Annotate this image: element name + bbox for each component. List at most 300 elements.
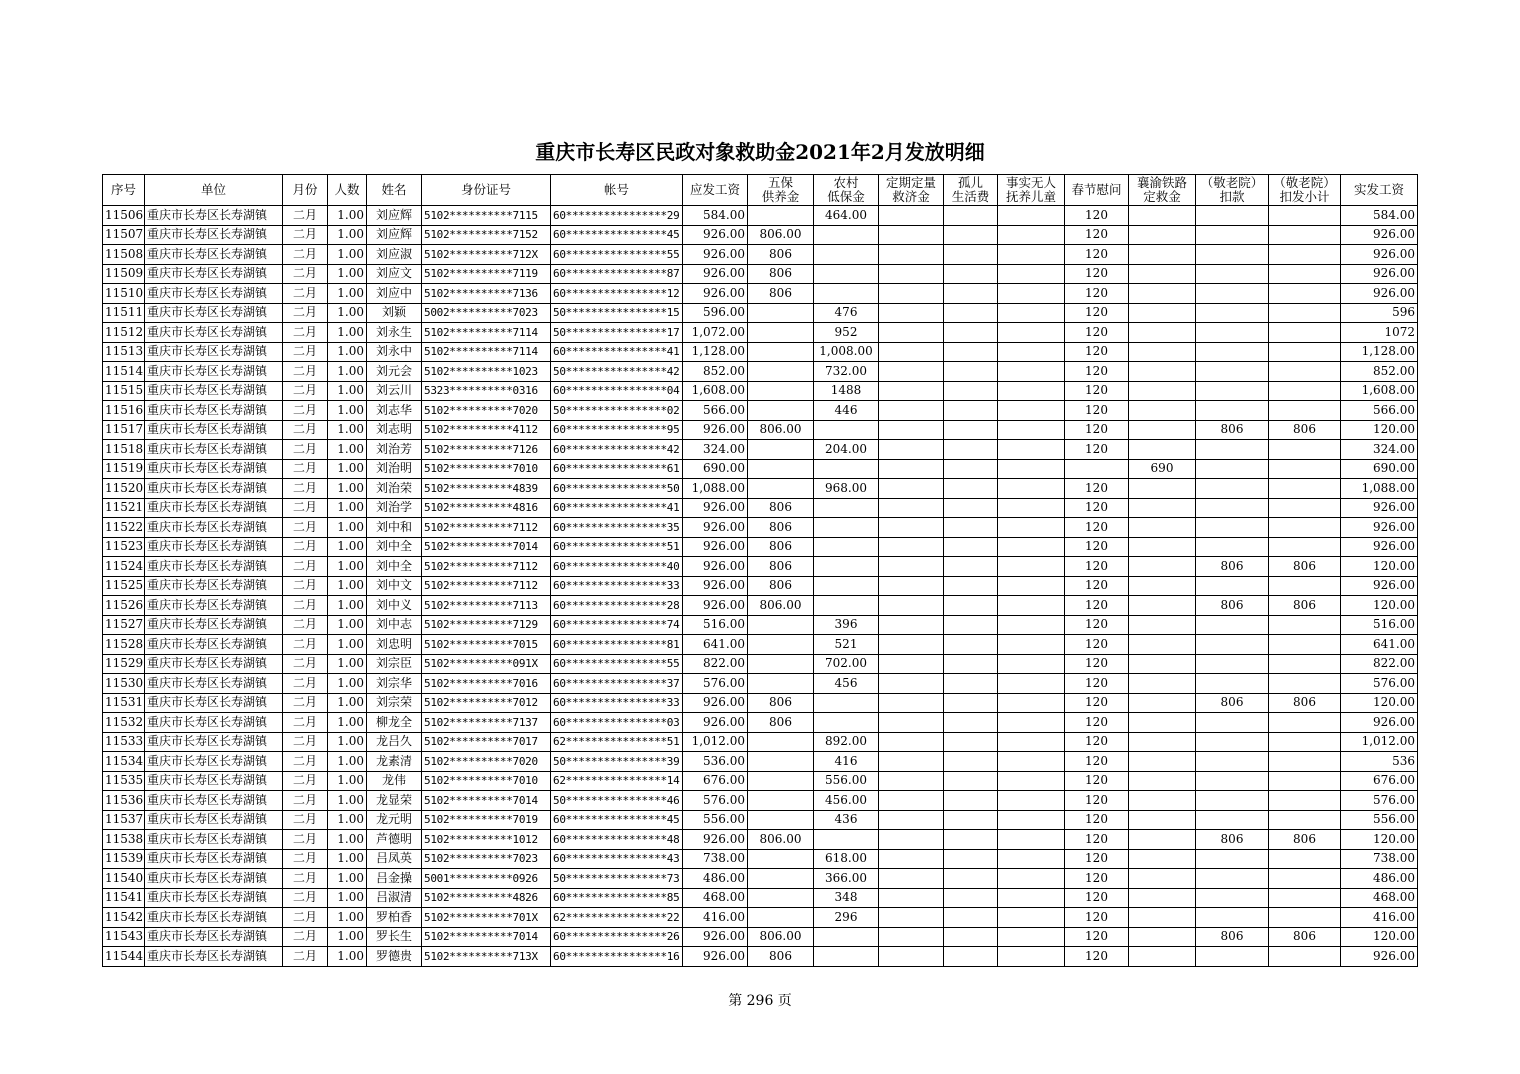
table-cell: 60****************28	[551, 596, 683, 616]
table-cell	[944, 498, 998, 518]
table-cell	[1129, 303, 1196, 323]
table-cell: 重庆市长寿区长寿湖镇	[145, 537, 283, 557]
table-cell: 806	[1196, 927, 1269, 947]
table-cell: 60****************55	[551, 245, 683, 265]
table-cell	[879, 752, 944, 772]
table-cell	[1269, 713, 1341, 733]
table-cell	[1129, 518, 1196, 538]
table-row	[103, 732, 1418, 752]
table-cell	[1269, 576, 1341, 596]
table-row	[103, 849, 1418, 869]
table-row	[103, 830, 1418, 850]
table-cell: 1,128.00	[683, 342, 748, 362]
table-cell: 806.00	[748, 830, 814, 850]
table-cell	[1129, 342, 1196, 362]
table-cell: 吕凤英	[367, 849, 422, 869]
table-cell: 5102**********7015	[422, 635, 551, 655]
table-cell: 二月	[283, 362, 328, 382]
table-cell: 436	[814, 810, 879, 830]
table-cell	[1269, 303, 1341, 323]
table-cell	[1129, 576, 1196, 596]
table-cell	[944, 752, 998, 772]
table-cell	[1196, 206, 1269, 226]
table-cell: 60****************87	[551, 264, 683, 284]
table-cell: 11521	[103, 498, 145, 518]
table-cell	[879, 362, 944, 382]
table-cell	[1129, 908, 1196, 928]
table-cell: 二月	[283, 674, 328, 694]
table-cell	[1269, 323, 1341, 343]
table-cell: 926.00	[683, 284, 748, 304]
table-cell: 120	[1065, 381, 1129, 401]
table-cell: 龙素清	[367, 752, 422, 772]
table-cell	[1129, 888, 1196, 908]
table-cell	[1269, 791, 1341, 811]
table-cell: 刘志华	[367, 401, 422, 421]
table-cell: 1.00	[328, 206, 367, 226]
table-cell: 二月	[283, 206, 328, 226]
table-row	[103, 869, 1418, 889]
table-cell: 50****************17	[551, 323, 683, 343]
table-cell: 926.00	[683, 498, 748, 518]
table-cell	[944, 908, 998, 928]
table-cell: 刘应辉	[367, 225, 422, 245]
table-cell: 二月	[283, 752, 328, 772]
table-cell: 120	[1065, 947, 1129, 967]
table-cell	[998, 810, 1065, 830]
table-cell	[879, 381, 944, 401]
table-cell: 重庆市长寿区长寿湖镇	[145, 752, 283, 772]
table-cell	[944, 264, 998, 284]
table-cell: 806	[1269, 830, 1341, 850]
table-cell: 5102**********7016	[422, 674, 551, 694]
table-cell	[944, 479, 998, 499]
table-cell	[1269, 264, 1341, 284]
table-cell	[998, 225, 1065, 245]
table-cell	[998, 596, 1065, 616]
table-cell	[879, 927, 944, 947]
table-cell	[879, 849, 944, 869]
table-cell	[944, 518, 998, 538]
table-cell: 5002**********7023	[422, 303, 551, 323]
table-header-row	[103, 175, 1418, 206]
table-cell	[879, 264, 944, 284]
table-cell: 罗柏香	[367, 908, 422, 928]
table-cell: 576.00	[683, 791, 748, 811]
table-cell: 926.00	[1341, 713, 1418, 733]
table-cell	[748, 849, 814, 869]
table-cell: 二月	[283, 615, 328, 635]
column-header: 姓名	[367, 175, 422, 206]
table-cell: 重庆市长寿区长寿湖镇	[145, 284, 283, 304]
table-cell: 468.00	[683, 888, 748, 908]
table-cell: 806	[1196, 596, 1269, 616]
table-cell	[1129, 635, 1196, 655]
table-cell	[998, 791, 1065, 811]
table-cell	[1196, 440, 1269, 460]
table-cell: 1,608.00	[683, 381, 748, 401]
table-cell: 5102**********701X	[422, 908, 551, 928]
table-cell: 1.00	[328, 752, 367, 772]
table-cell	[814, 459, 879, 479]
table-cell: 926.00	[1341, 245, 1418, 265]
column-header: 应发工资	[683, 175, 748, 206]
table-cell: 重庆市长寿区长寿湖镇	[145, 206, 283, 226]
table-cell: 11520	[103, 479, 145, 499]
table-cell: 11519	[103, 459, 145, 479]
table-cell: 120	[1065, 303, 1129, 323]
table-cell	[748, 654, 814, 674]
table-cell: 二月	[283, 459, 328, 479]
table-cell: 806	[1196, 420, 1269, 440]
table-cell: 11515	[103, 381, 145, 401]
table-cell: 120	[1065, 440, 1129, 460]
table-cell	[814, 420, 879, 440]
table-cell: 926.00	[683, 557, 748, 577]
table-cell	[998, 888, 1065, 908]
table-cell: 重庆市长寿区长寿湖镇	[145, 908, 283, 928]
table-cell: 120.00	[1341, 830, 1418, 850]
table-cell: 806	[748, 264, 814, 284]
table-cell: 二月	[283, 908, 328, 928]
table-cell	[879, 693, 944, 713]
table-cell: 刘中全	[367, 557, 422, 577]
table-cell	[1196, 576, 1269, 596]
table-cell: 416.00	[1341, 908, 1418, 928]
table-cell: 刘宗荣	[367, 693, 422, 713]
table-cell: 重庆市长寿区长寿湖镇	[145, 732, 283, 752]
table-cell: 11516	[103, 401, 145, 421]
table-cell: 926.00	[683, 713, 748, 733]
table-cell: 11522	[103, 518, 145, 538]
table-cell: 二月	[283, 596, 328, 616]
table-cell: 926.00	[683, 947, 748, 967]
column-header: 实发工资	[1341, 175, 1418, 206]
table-cell: 926.00	[683, 264, 748, 284]
table-cell	[998, 635, 1065, 655]
table-cell: 刘中义	[367, 596, 422, 616]
table-cell: 重庆市长寿区长寿湖镇	[145, 635, 283, 655]
table-cell: 刘中全	[367, 537, 422, 557]
table-cell: 吕淑清	[367, 888, 422, 908]
table-cell	[748, 908, 814, 928]
table-cell: 1.00	[328, 498, 367, 518]
table-cell	[1269, 518, 1341, 538]
table-cell: 重庆市长寿区长寿湖镇	[145, 557, 283, 577]
table-cell	[879, 323, 944, 343]
table-row	[103, 947, 1418, 967]
table-cell	[1196, 654, 1269, 674]
table-cell: 806	[1269, 693, 1341, 713]
table-cell: 926.00	[1341, 225, 1418, 245]
table-cell: 11533	[103, 732, 145, 752]
table-cell	[748, 791, 814, 811]
table-cell: 50****************39	[551, 752, 683, 772]
table-cell: 5102**********7112	[422, 518, 551, 538]
table-cell: 11541	[103, 888, 145, 908]
table-cell	[998, 927, 1065, 947]
table-cell	[1196, 245, 1269, 265]
table-cell	[1196, 537, 1269, 557]
table-cell: 806	[1196, 830, 1269, 850]
table-cell: 1.00	[328, 303, 367, 323]
table-cell: 50****************42	[551, 362, 683, 382]
table-row	[103, 810, 1418, 830]
table-cell: 刘治明	[367, 459, 422, 479]
column-header: （敬老院） 扣发小计	[1269, 175, 1341, 206]
table-cell	[1269, 342, 1341, 362]
table-cell	[879, 557, 944, 577]
table-cell	[944, 381, 998, 401]
table-cell: 5102**********712X	[422, 245, 551, 265]
table-cell	[879, 342, 944, 362]
table-cell: 5323**********0316	[422, 381, 551, 401]
table-cell: 50****************15	[551, 303, 683, 323]
table-cell: 596.00	[683, 303, 748, 323]
table-cell: 926.00	[683, 576, 748, 596]
table-cell: 204.00	[814, 440, 879, 460]
table-cell	[1196, 791, 1269, 811]
table-cell	[1196, 342, 1269, 362]
table-cell	[1196, 732, 1269, 752]
table-cell	[998, 284, 1065, 304]
table-cell: 468.00	[1341, 888, 1418, 908]
table-cell: 刘应文	[367, 264, 422, 284]
table-cell	[1196, 498, 1269, 518]
table-cell: 806	[1269, 557, 1341, 577]
table-cell: 5102**********4839	[422, 479, 551, 499]
table-cell: 重庆市长寿区长寿湖镇	[145, 674, 283, 694]
table-cell: 11540	[103, 869, 145, 889]
table-cell: 60****************55	[551, 654, 683, 674]
table-cell: 11513	[103, 342, 145, 362]
table-cell	[814, 557, 879, 577]
table-row	[103, 537, 1418, 557]
table-cell: 5102**********7112	[422, 557, 551, 577]
table-row	[103, 576, 1418, 596]
table-cell: 1,072.00	[683, 323, 748, 343]
table-cell: 11507	[103, 225, 145, 245]
table-cell: 1.00	[328, 323, 367, 343]
table-cell: 926.00	[683, 693, 748, 713]
table-cell: 重庆市长寿区长寿湖镇	[145, 888, 283, 908]
table-cell: 11536	[103, 791, 145, 811]
table-cell: 刘忠明	[367, 635, 422, 655]
table-cell	[1129, 713, 1196, 733]
table-cell: 120	[1065, 245, 1129, 265]
table-row	[103, 245, 1418, 265]
table-cell	[1196, 908, 1269, 928]
table-cell	[944, 791, 998, 811]
table-cell	[1269, 284, 1341, 304]
table-cell	[748, 362, 814, 382]
table-cell: 11539	[103, 849, 145, 869]
table-cell: 120	[1065, 284, 1129, 304]
table-cell: 重庆市长寿区长寿湖镇	[145, 927, 283, 947]
table-cell: 60****************74	[551, 615, 683, 635]
table-cell: 11537	[103, 810, 145, 830]
table-cell	[1129, 927, 1196, 947]
table-cell: 11511	[103, 303, 145, 323]
table-row	[103, 888, 1418, 908]
table-cell: 5102**********7113	[422, 596, 551, 616]
table-cell: 二月	[283, 791, 328, 811]
table-cell	[814, 225, 879, 245]
table-cell	[1129, 615, 1196, 635]
table-cell: 120	[1065, 362, 1129, 382]
table-cell	[814, 245, 879, 265]
table-cell: 676.00	[1341, 771, 1418, 791]
table-cell	[1065, 459, 1129, 479]
table-cell	[944, 849, 998, 869]
table-cell	[1269, 440, 1341, 460]
table-cell: 5102**********713X	[422, 947, 551, 967]
table-cell: 60****************43	[551, 849, 683, 869]
table-cell: 重庆市长寿区长寿湖镇	[145, 245, 283, 265]
table-row	[103, 342, 1418, 362]
table-cell: 120	[1065, 791, 1129, 811]
table-cell: 5102**********7137	[422, 713, 551, 733]
table-cell: 11518	[103, 440, 145, 460]
table-row	[103, 225, 1418, 245]
table-cell: 926.00	[1341, 498, 1418, 518]
table-cell: 60****************29	[551, 206, 683, 226]
table-cell: 罗德贵	[367, 947, 422, 967]
table-cell	[998, 615, 1065, 635]
table-cell: 806	[1196, 693, 1269, 713]
table-cell	[1196, 264, 1269, 284]
table-cell	[944, 713, 998, 733]
table-cell	[944, 810, 998, 830]
table-cell	[814, 596, 879, 616]
table-cell: 852.00	[683, 362, 748, 382]
table-cell	[1129, 947, 1196, 967]
column-header: 农村 低保金	[814, 175, 879, 206]
table-cell: 120	[1065, 323, 1129, 343]
table-row	[103, 362, 1418, 382]
table-cell: 二月	[283, 303, 328, 323]
table-cell: 二月	[283, 693, 328, 713]
table-cell: 806	[748, 498, 814, 518]
table-cell: 1,128.00	[1341, 342, 1418, 362]
table-body	[103, 206, 1418, 967]
table-cell	[944, 557, 998, 577]
table-cell: 584.00	[683, 206, 748, 226]
table-cell: 806	[748, 713, 814, 733]
table-cell: 806	[1269, 596, 1341, 616]
table-cell: 806	[748, 693, 814, 713]
table-cell: 刘治芳	[367, 440, 422, 460]
table-cell: 二月	[283, 576, 328, 596]
table-cell: 11525	[103, 576, 145, 596]
table-cell: 738.00	[1341, 849, 1418, 869]
table-cell: 二月	[283, 245, 328, 265]
table-cell: 806	[1196, 557, 1269, 577]
table-cell: 120	[1065, 557, 1129, 577]
table-cell: 556.00	[683, 810, 748, 830]
table-cell	[1269, 362, 1341, 382]
table-cell: 120.00	[1341, 420, 1418, 440]
table-cell	[944, 362, 998, 382]
table-cell: 464.00	[814, 206, 879, 226]
table-cell: 926.00	[1341, 284, 1418, 304]
table-cell: 5102**********4826	[422, 888, 551, 908]
table-cell: 11514	[103, 362, 145, 382]
table-cell	[1196, 849, 1269, 869]
table-cell: 60****************45	[551, 810, 683, 830]
table-cell	[1269, 245, 1341, 265]
table-cell	[998, 752, 1065, 772]
table-cell: 11523	[103, 537, 145, 557]
table-cell	[998, 849, 1065, 869]
table-cell: 968.00	[814, 479, 879, 499]
table-cell: 5102**********7114	[422, 323, 551, 343]
table-cell	[748, 401, 814, 421]
table-cell	[1269, 947, 1341, 967]
table-cell	[998, 576, 1065, 596]
table-cell: 二月	[283, 888, 328, 908]
table-cell: 刘应淑	[367, 245, 422, 265]
table-cell: 1.00	[328, 401, 367, 421]
table-cell: 1.00	[328, 537, 367, 557]
table-cell	[1196, 771, 1269, 791]
table-cell: 11530	[103, 674, 145, 694]
table-cell	[1129, 362, 1196, 382]
table-cell: 120	[1065, 401, 1129, 421]
table-cell	[944, 342, 998, 362]
table-cell	[944, 947, 998, 967]
table-cell: 516.00	[1341, 615, 1418, 635]
table-cell	[814, 693, 879, 713]
table-cell: 11527	[103, 615, 145, 635]
table-cell	[1196, 362, 1269, 382]
table-cell	[1129, 264, 1196, 284]
table-cell: 120	[1065, 498, 1129, 518]
table-cell: 二月	[283, 518, 328, 538]
table-row	[103, 596, 1418, 616]
table-cell	[814, 713, 879, 733]
table-cell	[814, 498, 879, 518]
table-cell: 11532	[103, 713, 145, 733]
table-cell: 5102**********4112	[422, 420, 551, 440]
table-cell: 806	[748, 245, 814, 265]
table-cell: 11542	[103, 908, 145, 928]
table-cell: 二月	[283, 713, 328, 733]
table-cell	[1196, 284, 1269, 304]
table-cell	[879, 459, 944, 479]
table-row	[103, 440, 1418, 460]
table-cell	[879, 303, 944, 323]
table-cell: 5102**********091X	[422, 654, 551, 674]
table-cell	[1196, 947, 1269, 967]
table-cell: 二月	[283, 830, 328, 850]
table-cell	[1269, 206, 1341, 226]
table-row	[103, 420, 1418, 440]
table-cell	[879, 440, 944, 460]
table-cell: 二月	[283, 284, 328, 304]
table-cell	[1129, 479, 1196, 499]
table-cell	[748, 810, 814, 830]
table-cell: 刘应中	[367, 284, 422, 304]
table-cell	[998, 732, 1065, 752]
table-cell: 120	[1065, 732, 1129, 752]
table-cell: 486.00	[1341, 869, 1418, 889]
table-cell	[998, 830, 1065, 850]
table-cell	[1129, 771, 1196, 791]
table-cell: 1.00	[328, 693, 367, 713]
table-cell: 1.00	[328, 245, 367, 265]
table-cell: 1.00	[328, 420, 367, 440]
